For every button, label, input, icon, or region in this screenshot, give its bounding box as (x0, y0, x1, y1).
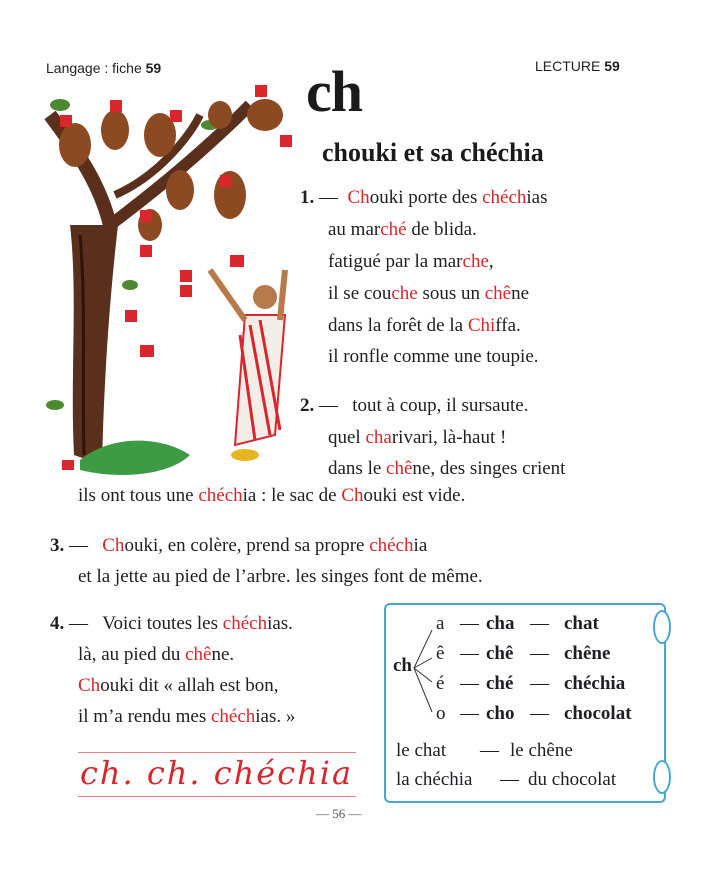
writing-rule-top (78, 752, 356, 753)
syllable: chê (486, 643, 514, 664)
page-number: — 56 — (316, 806, 362, 821)
scroll-curl-top-icon (653, 610, 671, 644)
syllable: ché (486, 673, 514, 694)
word: chêne (564, 643, 611, 664)
p1-line-1: 1. — Chouki porte des chéchias (300, 187, 548, 208)
p4-line-1: 4. — Voici toutes les chéchias. (50, 613, 293, 634)
p2-line-2: quel charivari, là-haut ! (328, 427, 507, 448)
dash: — (530, 703, 549, 724)
dash: — (530, 613, 549, 634)
dash: — (480, 740, 499, 761)
syllable-root: ch (393, 655, 412, 676)
word: chocolat (564, 703, 632, 724)
word: chéchia (564, 673, 626, 694)
p3-line-2: et la jette au pied de l’arbre. les singes font de même. (78, 566, 483, 587)
p2-line-4: ils ont tous une chéchia : le sac de Chouki est vide. (78, 485, 466, 506)
dash: — (460, 703, 479, 724)
dash: — (530, 643, 549, 664)
syllable-branch-lines (412, 620, 434, 720)
lesson-letters: ch (306, 59, 362, 124)
syllable: cha (486, 613, 515, 634)
dash: — (460, 643, 479, 664)
p3-line-1: 3. — Chouki, en colère, prend sa propre chéchia (50, 535, 428, 556)
p2-line-3: dans le chêne, des singes crient (328, 458, 566, 479)
p1-line-3: fatigué par la marche, (328, 251, 494, 272)
cursive-model: ch. ch. chéchia (80, 754, 354, 792)
p4-line-2: là, au pied du chêne. (78, 644, 235, 665)
p4-line-3: Chouki dit « allah est bon, (78, 675, 279, 696)
p1-line-5: dans la forêt de la Chiffa. (328, 315, 521, 336)
word: chat (564, 613, 599, 634)
phrase-left: la chéchia (396, 769, 473, 790)
scroll-curl-bottom-icon (653, 760, 671, 794)
vowel: o (436, 703, 446, 724)
p1-line-6: il ronfle comme une toupie. (328, 346, 539, 367)
vowel: é (436, 673, 445, 694)
vowel: a (436, 613, 445, 634)
lesson-title: chouki et sa chéchia (322, 138, 544, 167)
dash: — (500, 769, 519, 790)
phrase-left: le chat (396, 740, 447, 761)
writing-rule-bottom (78, 796, 356, 797)
p2-line-1: 2. — tout à coup, il sursaute. (300, 395, 529, 416)
p1-line-4: il se couche sous un chêne (328, 283, 530, 304)
vowel: ê (436, 643, 445, 664)
syllable: cho (486, 703, 515, 724)
phrase-right: le chêne (510, 740, 573, 761)
fiche-label: Langage : fiche 59 (46, 60, 162, 76)
monkeys-tree-illustration (40, 75, 310, 485)
phrase-right: du chocolat (528, 769, 617, 790)
dash: — (460, 673, 479, 694)
p1-line-2: au marché de blida. (328, 219, 477, 240)
lecture-label: LECTURE 59 (535, 58, 620, 74)
dash: — (460, 613, 479, 634)
p4-line-4: il m’a rendu mes chéchias. » (78, 706, 296, 727)
dash: — (530, 673, 549, 694)
